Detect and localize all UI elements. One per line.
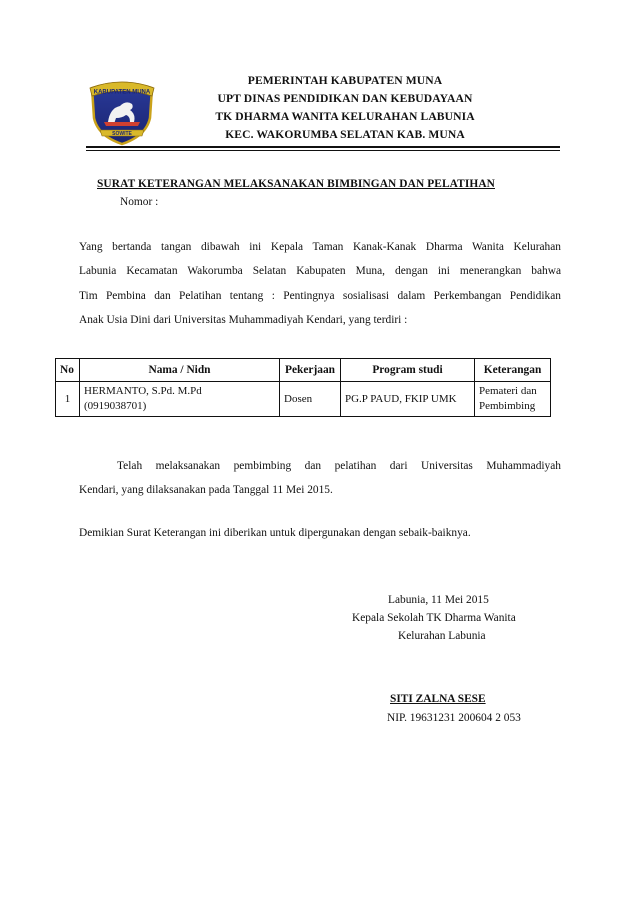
closing-statement: Demikian Surat Keterangan ini diberikan untuk dipergunakan dengan sebaik-baiknya.	[79, 527, 471, 539]
cell-program: PG.P PAUD, FKIP UMK	[341, 382, 475, 417]
cell-no: 1	[56, 382, 80, 417]
cell-nama	[80, 382, 280, 417]
signature-place-date: Labunia, 11 Mei 2015	[388, 594, 489, 606]
cell-keterangan	[475, 382, 551, 417]
cell-nama-name: HERMANTO, S.Pd. M.Pd	[84, 385, 202, 397]
letterhead-line-4: KEC. WAKORUMBA SELATAN KAB. MUNA	[225, 128, 465, 141]
team-table	[55, 358, 551, 417]
signatory-name: SITI ZALNA SESE	[390, 693, 486, 705]
letterhead-divider-thin	[86, 150, 560, 151]
svg-text:KABUPATEN MUNA: KABUPATEN MUNA	[93, 89, 151, 96]
letterhead-line-3: TK DHARMA WANITA KELURAHAN LABUNIA	[215, 110, 475, 123]
closing-line-1: Telah melaksanakan pembimbing dan pelatihan dari Universitas Muhammadiyah	[117, 460, 561, 472]
letterhead-line-2: UPT DINAS PENDIDIKAN DAN KEBUDAYAAN	[217, 92, 473, 105]
cell-keterangan-line-1: Pemateri dan	[479, 385, 537, 397]
signature-position-1: Kepala Sekolah TK Dharma Wanita	[352, 612, 516, 624]
letter-title: SURAT KETERANGAN MELAKSANAKAN BIMBINGAN DAN PELATIHAN	[97, 178, 495, 190]
header-pekerjaan: Pekerjaan	[280, 359, 341, 382]
signatory-nip: NIP. 19631231 200604 2 053	[387, 712, 521, 724]
letterhead	[150, 72, 540, 144]
table-header-row	[56, 359, 551, 382]
cell-pekerjaan: Dosen	[280, 382, 341, 417]
intro-line-1: Yang bertanda tangan dibawah ini Kepala Taman Kanak-Kanak Dharma Wanita Kelurahan	[79, 241, 561, 253]
intro-line-4: Anak Usia Dini dari Universitas Muhammadiyah Kendari, yang terdiri :	[79, 314, 408, 326]
intro-line-2: Labunia Kecamatan Wakorumba Selatan Kabupaten Muna, dengan ini menerangkan bahwa	[79, 265, 561, 277]
letter-number: Nomor :	[120, 196, 159, 208]
letterhead-line-1: PEMERINTAH KABUPATEN MUNA	[247, 74, 443, 87]
letterhead-divider	[86, 146, 560, 148]
closing-line-2: Kendari, yang dilaksanakan pada Tanggal 11 Mei 2015.	[79, 484, 333, 496]
header-no: No	[56, 359, 80, 382]
svg-text:SOWITE: SOWITE	[112, 131, 132, 137]
cell-nama-nidn: (0919038701)	[84, 400, 147, 412]
signature-position-2: Kelurahan Labunia	[398, 630, 486, 642]
intro-line-3: Tim Pembina dan Pelatihan tentang : Pentingnya sosialisasi dalam Perkembangan Pendidikan	[79, 290, 561, 302]
kabupaten-muna-logo	[86, 78, 158, 146]
header-nama: Nama / Nidn	[80, 359, 280, 382]
cell-keterangan-line-2: Pembimbing	[479, 400, 536, 412]
header-program: Program studi	[341, 359, 475, 382]
emblem-icon	[86, 78, 158, 146]
table-row	[56, 382, 551, 417]
header-keterangan: Keterangan	[475, 359, 551, 382]
